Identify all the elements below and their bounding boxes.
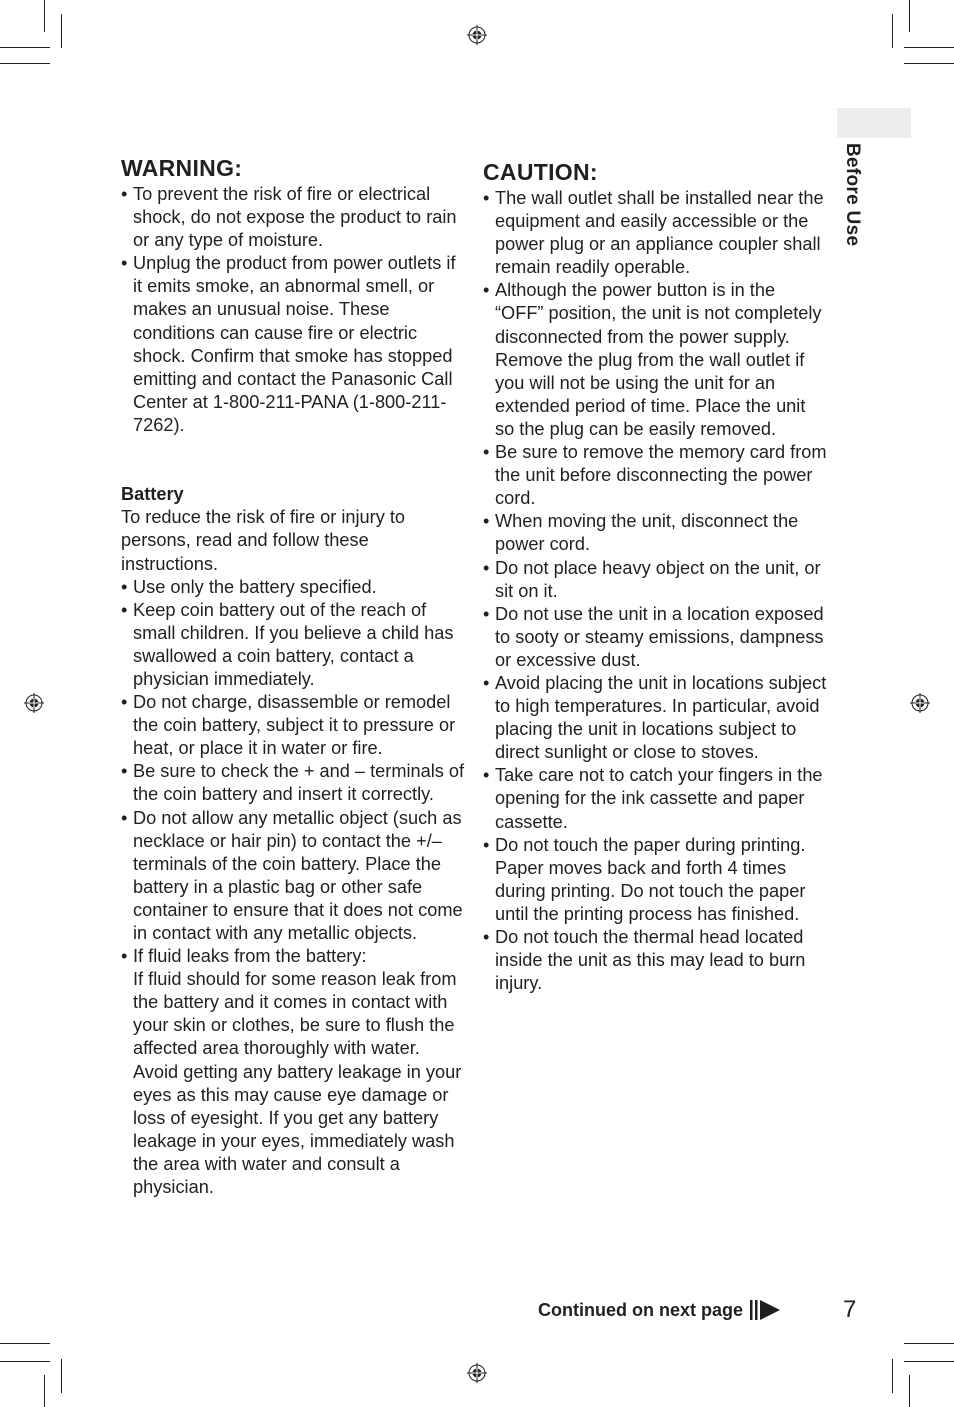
crop-mark [0, 1361, 50, 1362]
continued-text: Continued on next page [538, 1299, 743, 1320]
caution-list [483, 187, 828, 995]
list-item-fluid-leak [121, 945, 466, 1199]
section-tab [837, 108, 911, 138]
crop-mark [61, 14, 62, 48]
fluid-leak-lead: If fluid leaks from the battery: [133, 946, 367, 967]
list-item: • The wall outlet shall be installed near the equipment and easily accessible or the power plug or an appliance coupler shall remain readily operable. [483, 187, 828, 279]
fluid-leak-paragraph: If fluid should for some reason leak from the battery and it comes in contact with your skin or clothes, be sure to flush the affected area thoroughly with water. [133, 969, 457, 1059]
battery-list [121, 576, 466, 1200]
list-item: • Keep coin battery out of the reach of small children. If you believe a child has swallowed a coin battery, contact a physician immediately. [121, 599, 466, 691]
fluid-leak-paragraph: Avoid getting any battery leakage in your eyes as this may cause eye damage or loss of eyesight. If you get any battery leakage in your eyes, immediately wash the area with water and consult a physician. [133, 1061, 462, 1198]
registration-mark-icon [467, 1363, 487, 1383]
list-item: • Take care not to catch your fingers in the opening for the ink cassette and paper cassette. [483, 764, 828, 833]
crop-mark [909, 1375, 910, 1407]
crop-mark [904, 47, 954, 48]
section-tab-label: Before Use [842, 143, 863, 247]
crop-mark [904, 1361, 954, 1362]
warning-heading: WARNING: [121, 155, 243, 181]
crop-mark [0, 63, 50, 64]
registration-mark-icon [467, 25, 487, 45]
crop-mark [892, 14, 893, 48]
crop-mark [0, 47, 50, 48]
crop-mark [909, 0, 910, 32]
crop-mark [44, 0, 45, 32]
registration-mark-icon [24, 693, 44, 713]
list-item: • To prevent the risk of fire or electrical shock, do not expose the product to rain or any type of moisture. [121, 183, 466, 252]
list-item: • Avoid placing the unit in locations subject to high temperatures. In particular, avoid placing the unit in locations subject to direct sunlight or close to stoves. [483, 672, 828, 764]
warning-list [121, 183, 466, 437]
crop-mark [0, 1343, 50, 1344]
list-item: • Do not touch the thermal head located inside the unit as this may lead to burn injury. [483, 926, 828, 995]
crop-mark [904, 63, 954, 64]
page-number: 7 [843, 1296, 857, 1323]
list-item: • Use only the battery specified. [121, 576, 466, 599]
list-item: • Be sure to check the + and – terminals of the coin battery and insert it correctly. [121, 760, 466, 806]
next-page-arrow-icon [749, 1299, 781, 1321]
crop-mark [61, 1359, 62, 1393]
crop-mark [892, 1359, 893, 1393]
spacer [121, 437, 466, 460]
crop-mark [44, 1375, 45, 1407]
list-item: • Although the power button is in the “OFF” position, the unit is not completely disconnected from the power supply. Remove the plug from the wall outlet if you will not be using the unit for an extended period of time. Place the unit so the plug can be easily removed. [483, 279, 828, 441]
list-item: • Do not allow any metallic object (such as necklace or hair pin) to contact the +/– terminals of the coin battery. Place the battery in a plastic bag or other safe container to ensure that it does not come in contact with any metallic objects. [121, 807, 466, 946]
list-item: • Do not use the unit in a location exposed to sooty or steamy emissions, dampness or excessive dust. [483, 603, 828, 672]
battery-heading: Battery [121, 484, 184, 505]
crop-mark [904, 1343, 954, 1344]
registration-mark-icon [910, 693, 930, 713]
list-item: • When moving the unit, disconnect the power cord. [483, 510, 828, 556]
right-column [483, 157, 828, 995]
list-item: • Be sure to remove the memory card from the unit before disconnecting the power cord. [483, 441, 828, 510]
battery-intro: To reduce the risk of fire or injury to persons, read and follow these instructions. [121, 507, 406, 574]
continued-notice [538, 1297, 781, 1323]
list-item: • Do not touch the paper during printing. Paper moves back and forth 4 times during printing. Do not touch the paper until the printing process has finished. [483, 834, 828, 926]
list-item: • Do not place heavy object on the unit, or sit on it. [483, 557, 828, 603]
spacer [121, 460, 466, 483]
list-item: • Do not charge, disassemble or remodel the coin battery, subject it to pressure or heat, or place it in water or fire. [121, 691, 466, 760]
left-column [121, 153, 466, 1199]
caution-heading: CAUTION: [483, 159, 598, 185]
list-item: • Unplug the product from power outlets if it emits smoke, an abnormal smell, or makes an unusual noise. These conditions can cause fire or electric shock. Confirm that smoke has stopped emitting and contact the Panasonic Call Center at 1-800-211-PANA (1-800-211-7262). [121, 252, 466, 437]
